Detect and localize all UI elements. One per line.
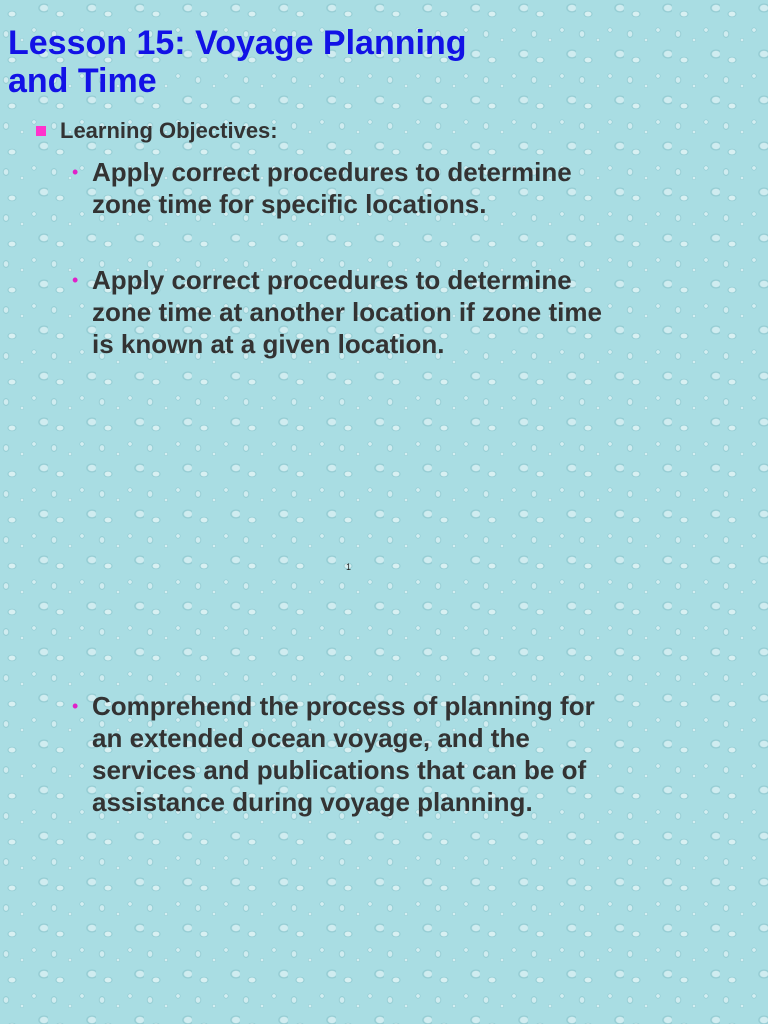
title-line-2: and Time — [8, 62, 157, 100]
objective-item — [72, 690, 612, 818]
round-bullet-icon: • — [72, 162, 79, 182]
page-number: 1 — [346, 562, 352, 572]
round-bullet-icon: • — [72, 270, 79, 290]
round-bullet-icon: • — [72, 696, 79, 716]
objective-text: Apply correct procedures to determine zone time at another location if zone time is known at a given location. — [92, 265, 602, 359]
title-line-1: Lesson 15: Voyage Planning — [8, 24, 467, 62]
slide-title — [8, 24, 608, 100]
learning-objectives-label: Learning Objectives: — [60, 118, 278, 143]
objective-item — [72, 156, 612, 220]
objective-item — [72, 264, 612, 360]
objective-text: Apply correct procedures to determine zone time for specific locations. — [92, 157, 572, 219]
objective-text: Comprehend the process of planning for an extended ocean voyage, and the services and publications that can be of assistance during voyage planning. — [92, 691, 595, 817]
learning-objectives-heading — [36, 118, 278, 144]
square-bullet-icon — [36, 126, 46, 136]
